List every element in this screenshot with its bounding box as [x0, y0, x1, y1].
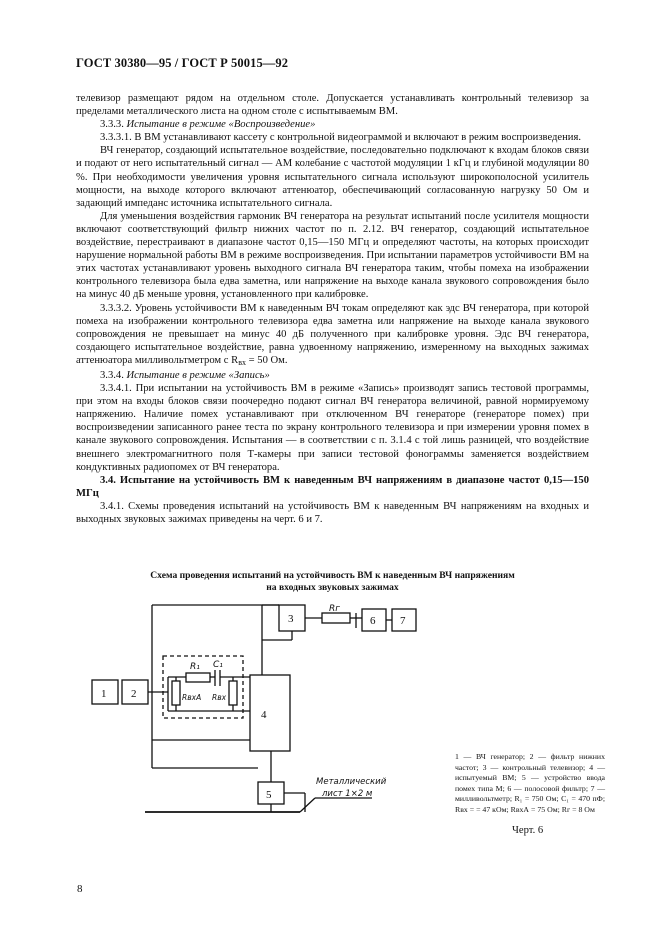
document-header: ГОСТ 30380—95 / ГОСТ Р 50015—92 — [76, 56, 289, 70]
dashed-coupling-enclosure — [163, 656, 243, 718]
resistor-rvh-a — [172, 681, 180, 705]
paragraph: ВЧ генератор, создающий испытательное воздействие, последовательно подключают к входам блоков связи и подают от него испытательный сигнал — АМ колебание с частотой модуляции 1 кГц и глубиной модуляции 80 %. При необходимости увеличения уровня испытательного сигнала используют широкополосной усилитель мощности, на выходе которого включают аттенюатор, обеспечивающий согласованную нагрузку 50 Ом и задающий импеданс источника испытательного сигнала. — [76, 145, 589, 209]
paragraph: Для уменьшения воздействия гармоник ВЧ генератора на результат испытаний после усилителя мощности включают соответствующий фильтр нижних частот по п. 2.12. ВЧ генератор, создающий испытательное воздействие, перестраивают в диапазоне частот 0,15—150 МГц и определяют частоты, на которых происходит нарушение нормальной работы ВМ в режиме воспроизведения. При испытании параметров устойчивости ВМ на этих частотах устанавливают уровень выходного сигнала ВЧ генератора таким, чтобы помеха на изображении контрольного телевизора была едва заметна, или напряжение на выходе канала звукового сопровождения было на минус 40 дБ меньше уровня, установленного при калибровке. — [76, 210, 589, 301]
section-heading-3-3-4: 3.3.4. Испытание в режиме «Запись» — [100, 369, 270, 381]
block-2-label: 2 — [131, 688, 137, 700]
section-heading-3-3-3: 3.3.3. Испытание в режиме «Воспроизведение» — [100, 119, 316, 131]
section-title: Испытание в режиме «Воспроизведение» — [126, 119, 316, 131]
block-1-label: 1 — [101, 688, 107, 700]
label-r1: R₁ — [190, 662, 200, 672]
figure-caption: 1 — ВЧ генератор; 2 — фильтр нижних частот; 3 — контрольный телевизор; 4 — испытуемый ВМ; 5 — устройство ввода помех типа М; 6 — полосовой фильтр; 7 — милливольтметр; R₁ = 750 Ом; C₁ = 470 пФ; Rвх = = 47 кОм; RвхА = 75 Ом; Rг = 8 Ом — [455, 752, 605, 814]
resistor-r1 — [186, 673, 210, 682]
block-3-label: 3 — [288, 613, 294, 625]
figure-label: Черт. 6 — [512, 825, 544, 836]
paragraph: 3.3.3.1. В ВМ устанавливают кассету с контрольной видеограммой и включают в режим воспроизведения. — [100, 132, 581, 144]
figure-title: Схема проведения испытаний на устойчивость ВМ к наведенным ВЧ напряжениям на входных звуковых зажимах — [150, 570, 515, 593]
paragraph: 3.3.4.1. При испытании на устойчивость ВМ в режиме «Запись» производят запись тестовой программы, при этом на входы блоков связи поочередно подают сигнал ВЧ генератора величиной, равной нормируемому напряжению. Наличие помех устанавливают при отключенном ВЧ генераторе (генераторе помех) при воспроизведении записанного ранее теста по экрану контрольного телевизора и при измерении уровня помех в канале звукового сопровождения. Испытания — в соответствии с п. 3.1.4 с той лишь разницей, что воздействие внешнего электромагнитного поля Т-камеры при записи тестовой фонограммы заменяется воздействием кондуктивных радиопомех от ВЧ генератора. — [76, 383, 589, 473]
label-rg: Rг — [329, 604, 340, 614]
block-4 — [250, 675, 290, 751]
section-heading-3-4: 3.4. Испытание на устойчивость ВМ к наведенным ВЧ напряжениям в диапазоне частот 0,15—150 МГц — [76, 474, 589, 499]
paragraph: телевизор размещают рядом на отдельном столе. Допускается устанавливать контрольный телевизор за пределами металлического листа на одном столе с испытываемым ВМ. — [76, 93, 589, 118]
block-6-label: 6 — [370, 615, 376, 627]
label-c1: C₁ — [213, 660, 223, 670]
label-rvh-a: RвхА — [182, 693, 202, 702]
resistor-rvh — [229, 681, 237, 705]
block-7-label: 7 — [400, 615, 406, 627]
label-rvh: Rвх — [212, 693, 227, 702]
paragraph: 3.4.1. Схемы проведения испытаний на устойчивость ВМ к наведенным ВЧ напряжениям на входных и выходных звуковых зажимах приведены на черт. 6 и 7. — [76, 500, 589, 525]
resistor-rg — [322, 613, 350, 623]
block-4-label: 4 — [261, 709, 267, 721]
page-number: 8 — [77, 883, 83, 895]
section-title: Испытание в режиме «Запись» — [126, 369, 270, 381]
label-metal-sheet-2: лист 1×2 м — [322, 789, 373, 799]
label-metal-sheet-1: Металлический — [316, 777, 387, 787]
paragraph: 3.3.3.2. Уровень устойчивости ВМ к наведенным ВЧ токам определяют как эдс ВЧ генератора, при которой помеха на изображении контрольного телевизора едва заметна или напряжение на выходе канала звукового сопровождения не превышает на минус 40 дБ полученного при калибровке уровня. Эдс ВЧ генератора, создающего испытательное воздействие, равна удвоенному напряжению, измеренному на выходных зажимах аттенюатора милливольтметром с $R_{вх} = 50$ Ом. — [76, 302, 589, 367]
block-5-label: 5 — [266, 789, 272, 801]
